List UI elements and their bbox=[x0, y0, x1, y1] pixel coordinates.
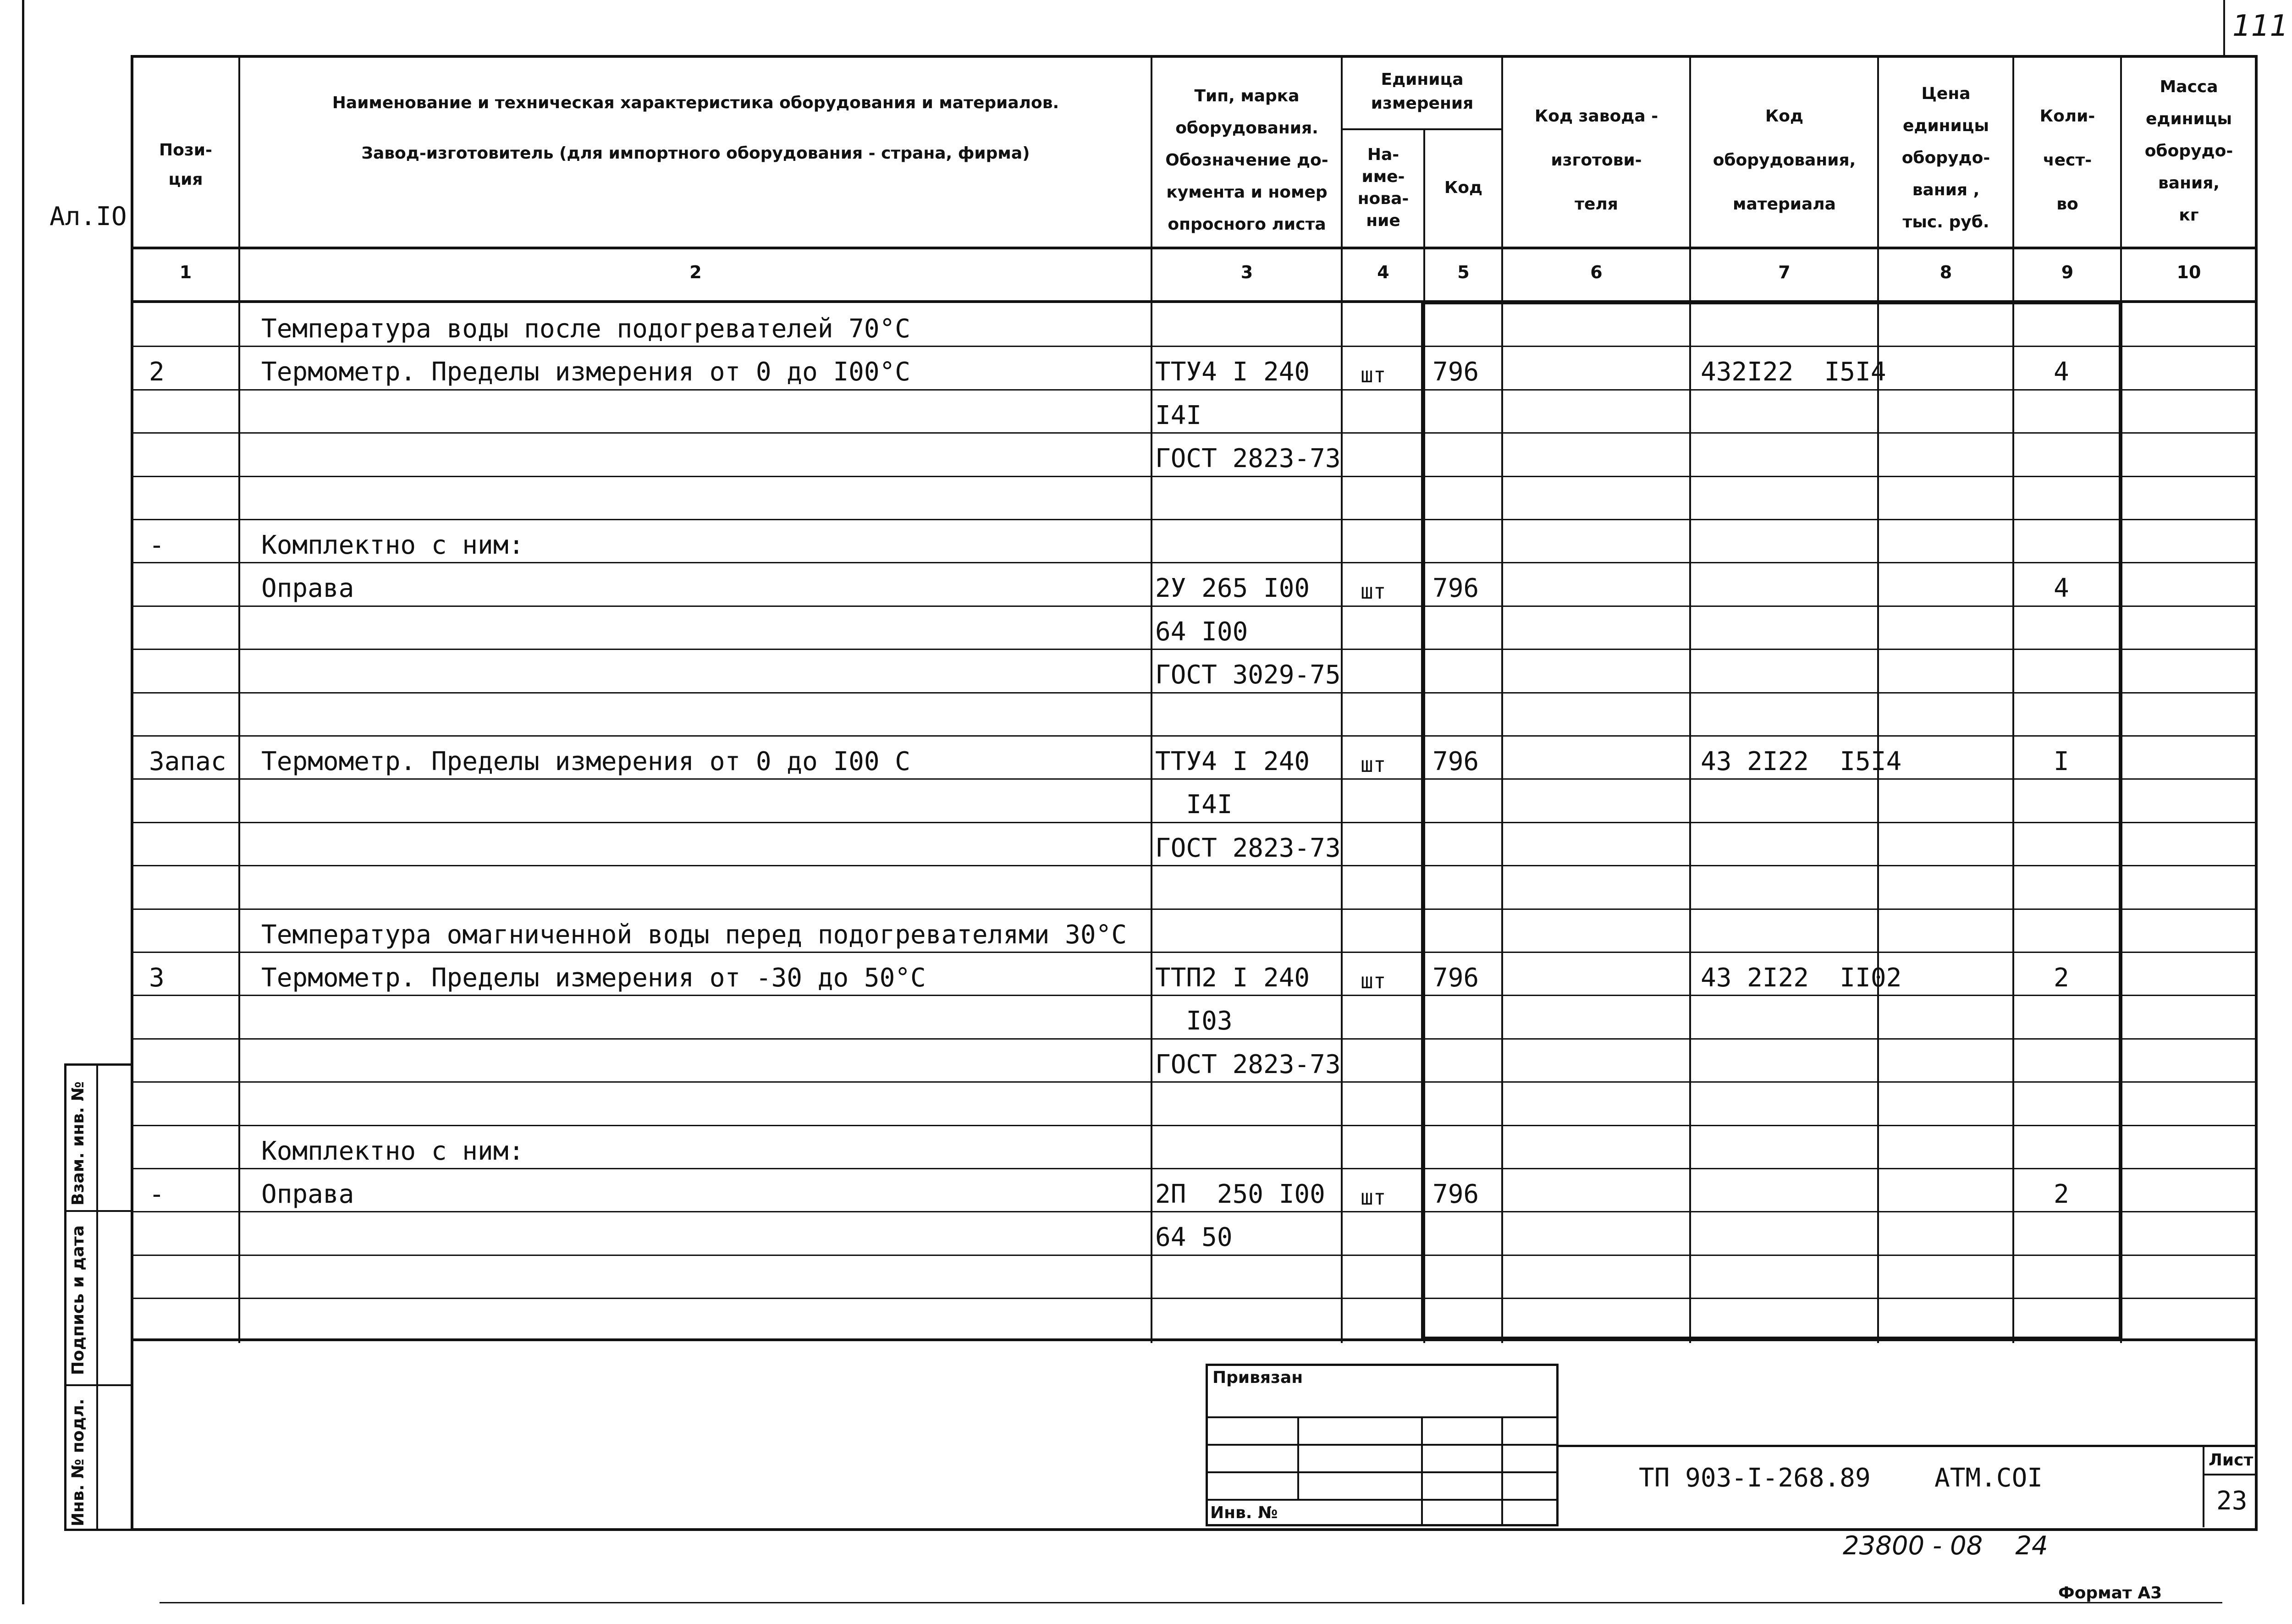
cell-unit: шт bbox=[1361, 1185, 1386, 1210]
colnum-3: 3 bbox=[1240, 262, 1253, 282]
table-row-line bbox=[131, 1168, 2258, 1169]
side-stamp-divider bbox=[96, 1063, 98, 1531]
header-unit-group: Единица измерения bbox=[1371, 70, 1474, 113]
table-row-line bbox=[131, 432, 2258, 434]
cell-type: I4I bbox=[1155, 401, 1202, 430]
col-line-1 bbox=[238, 55, 240, 1343]
cell-name: Термометр. Пределы измерения от 0 до I00°С bbox=[261, 357, 911, 387]
thick-box bbox=[1421, 301, 2122, 1340]
cell-qty: I bbox=[2054, 747, 2069, 776]
unit-group-line bbox=[1341, 128, 1501, 130]
privyazan-vline-2 bbox=[1421, 1416, 1423, 1526]
cell-unit-code: 796 bbox=[1432, 1179, 1479, 1209]
table-row-line bbox=[131, 1081, 2258, 1083]
cell-type: ГОСТ 3029-75 bbox=[1155, 660, 1341, 690]
cell-type: I4I bbox=[1155, 790, 1233, 820]
cell-name: Комплектно с ним: bbox=[261, 530, 524, 560]
cell-type: 64 50 bbox=[1155, 1222, 1233, 1252]
cell-equip-code: 43 2I22 II02 bbox=[1701, 963, 1902, 993]
colnum-10: 10 bbox=[2176, 262, 2201, 282]
page-number-handwritten: 111 bbox=[2232, 9, 2289, 43]
cell-type: I03 bbox=[1155, 1006, 1233, 1036]
colnum-6: 6 bbox=[1590, 262, 1603, 282]
cell-pos: Запас bbox=[149, 747, 226, 776]
colnum-8: 8 bbox=[1939, 262, 1952, 282]
col-line-2 bbox=[1151, 55, 1152, 1343]
cell-pos: - bbox=[149, 1179, 165, 1209]
table-row-line bbox=[131, 562, 2258, 563]
cell-name: Температура воды после подогревателей 70°С bbox=[261, 314, 911, 344]
header-pos: Пози- ция bbox=[159, 141, 212, 189]
cell-equip-code: 432I22 I5I4 bbox=[1701, 357, 1886, 387]
table-row-line bbox=[131, 908, 2258, 910]
side-stamp-line-1 bbox=[64, 1210, 133, 1212]
cell-type: ТТУ4 I 240 bbox=[1155, 357, 1310, 387]
cell-unit: шт bbox=[1361, 969, 1386, 993]
cell-type: ГОСТ 2823-73 bbox=[1155, 833, 1341, 863]
cell-qty: 4 bbox=[2054, 357, 2069, 387]
table-row-line bbox=[131, 389, 2258, 391]
footer-handwritten-ref: 23800 - 08 24 bbox=[1843, 1531, 2048, 1561]
cell-type: ГОСТ 2823-73 bbox=[1155, 444, 1341, 473]
table-row-line bbox=[131, 1125, 2258, 1126]
list-box-divider bbox=[2203, 1445, 2204, 1527]
list-label: Лист bbox=[2209, 1451, 2253, 1470]
footer-line bbox=[160, 1602, 2222, 1603]
list-number: 23 bbox=[2216, 1486, 2248, 1516]
privyazan-label: Привязан bbox=[1212, 1368, 1303, 1387]
page-number-box-line bbox=[2223, 0, 2225, 55]
header-plant-code: Код завода - изготови- теля bbox=[1534, 107, 1658, 214]
left-margin-line bbox=[22, 0, 24, 1604]
header-qty: Коли- чест- во bbox=[2039, 107, 2095, 214]
cell-type: 2У 265 I00 bbox=[1155, 573, 1310, 603]
side-stamp-podpis: Подпись и дата bbox=[69, 1225, 88, 1375]
cell-qty: 2 bbox=[2054, 1179, 2069, 1209]
table-body-bottom bbox=[131, 1338, 2258, 1341]
table-row-line bbox=[131, 476, 2258, 477]
col-line-3 bbox=[1341, 55, 1343, 1343]
header-equip-code: Код оборудования, материала bbox=[1713, 107, 1856, 214]
privyazan-line-1 bbox=[1206, 1416, 1559, 1418]
cell-type: 2П 250 I00 bbox=[1155, 1179, 1325, 1209]
cell-pos: 2 bbox=[149, 357, 165, 387]
table-row-line bbox=[131, 995, 2258, 996]
side-stamp-vzam: Взам. инв. № bbox=[69, 1081, 88, 1206]
format-label: Формат А3 bbox=[2058, 1584, 2162, 1602]
colnum-9: 9 bbox=[2061, 262, 2074, 282]
cell-unit-code: 796 bbox=[1432, 747, 1479, 776]
header-type: Тип, марка оборудования. Обозначение до- кумента и номер опросного листа bbox=[1165, 87, 1328, 234]
table-row-line bbox=[131, 1298, 2258, 1299]
table-row-line bbox=[131, 1211, 2258, 1212]
album-label: Ал.IO bbox=[50, 202, 127, 231]
side-stamp-line-2 bbox=[64, 1384, 133, 1386]
cell-unit-code: 796 bbox=[1432, 963, 1479, 993]
header-unit-code: Код bbox=[1444, 178, 1483, 197]
colnum-7: 7 bbox=[1778, 262, 1791, 282]
cell-equip-code: 43 2I22 I5I4 bbox=[1701, 747, 1902, 776]
table-row-line bbox=[131, 778, 2258, 780]
header-price: Цена единицы оборудо- вания , тыс. руб. bbox=[1901, 84, 1990, 231]
title-code-top-line bbox=[1559, 1445, 2258, 1447]
cell-name: Термометр. Пределы измерения от -30 до 50°С bbox=[261, 963, 926, 993]
header-unit-name: На- име- нова- ние bbox=[1357, 145, 1409, 230]
table-row-line bbox=[131, 1255, 2258, 1256]
table-row-line bbox=[131, 952, 2258, 953]
cell-name: Термометр. Пределы измерения от 0 до I00 С bbox=[261, 747, 911, 776]
table-row-line bbox=[131, 1038, 2258, 1040]
cell-unit-code: 796 bbox=[1432, 573, 1479, 603]
cell-name: Температура омагниченной воды перед подогревателями 30°С bbox=[261, 920, 1127, 950]
cell-unit: шт bbox=[1361, 752, 1386, 777]
table-row-line bbox=[131, 692, 2258, 694]
side-stamp-inv-podl: Инв. № подл. bbox=[69, 1398, 88, 1526]
privyazan-line-4 bbox=[1206, 1499, 1559, 1501]
inv-no-label: Инв. № bbox=[1210, 1503, 1278, 1522]
cell-type: 64 I00 bbox=[1155, 617, 1248, 647]
cell-unit: шт bbox=[1361, 579, 1386, 604]
cell-name: Комплектно с ним: bbox=[261, 1136, 524, 1166]
table-row-line bbox=[131, 865, 2258, 866]
list-box-line bbox=[2203, 1474, 2258, 1475]
cell-type: ТТУ4 I 240 bbox=[1155, 747, 1310, 776]
cell-pos: - bbox=[149, 530, 165, 560]
header-name: Наименование и техническая характеристика оборудования и материалов. Завод-изготовитель (для импортного оборудования - страна, фирма) bbox=[332, 94, 1059, 163]
doc-mark: АТМ.COI bbox=[1934, 1463, 2043, 1493]
cell-unit: шт bbox=[1361, 363, 1386, 387]
table-row-line bbox=[131, 519, 2258, 520]
cell-name: Оправа bbox=[261, 1179, 354, 1209]
colnum-4: 4 bbox=[1377, 262, 1389, 282]
cell-qty: 4 bbox=[2054, 573, 2069, 603]
table-row-line bbox=[131, 822, 2258, 823]
colnum-1: 1 bbox=[179, 262, 192, 282]
doc-code: ТП 903-I-268.89 bbox=[1639, 1463, 1871, 1493]
cell-name: Оправа bbox=[261, 573, 354, 603]
table-row-line bbox=[131, 735, 2258, 737]
privyazan-line-3 bbox=[1206, 1471, 1559, 1473]
cell-type: ГОСТ 2823-73 bbox=[1155, 1050, 1341, 1079]
privyazan-vline-3 bbox=[1501, 1416, 1503, 1526]
colnum-2: 2 bbox=[689, 262, 702, 282]
cell-pos: 3 bbox=[149, 963, 165, 993]
header-mass: Масса единицы оборудо- вания, кг bbox=[2144, 77, 2233, 225]
colnum-5: 5 bbox=[1457, 262, 1470, 282]
cell-unit-code: 796 bbox=[1432, 357, 1479, 387]
cell-type: ТТП2 I 240 bbox=[1155, 963, 1310, 993]
table-row-line bbox=[131, 649, 2258, 650]
table-row-line bbox=[131, 346, 2258, 347]
cell-qty: 2 bbox=[2054, 963, 2069, 993]
privyazan-line-2 bbox=[1206, 1444, 1559, 1446]
table-row-line bbox=[131, 606, 2258, 607]
privyazan-vline-1 bbox=[1297, 1416, 1299, 1499]
